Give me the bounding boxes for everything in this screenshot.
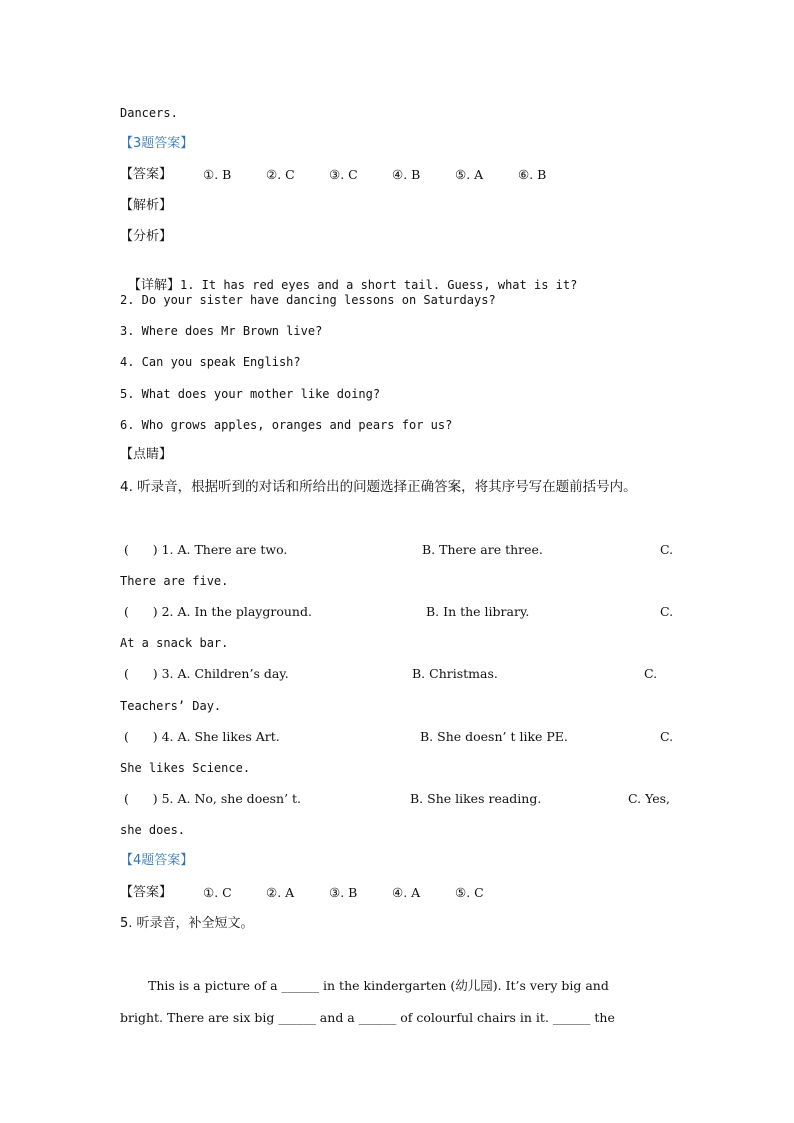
answer-label-4: 【答案】 bbox=[120, 885, 173, 900]
answer-item: ⑤. A bbox=[455, 167, 484, 182]
answer-item: ④. B bbox=[392, 167, 421, 182]
answer-item: ②. A bbox=[266, 885, 295, 900]
answer-item: ③. C bbox=[329, 167, 358, 182]
detail-line bbox=[120, 261, 577, 294]
detail-text: 1. It has red eyes and a short tail. Guess, what is it? bbox=[179, 278, 578, 292]
question-option-a: ( ) 2. A. In the playground. bbox=[124, 604, 312, 619]
question-option-b: B. She doesn’ t like PE. bbox=[420, 729, 568, 744]
answer-item: ①. B bbox=[203, 167, 232, 182]
answer-label-3: 【答案】 bbox=[120, 167, 173, 182]
question-option-b: B. She likes reading. bbox=[410, 791, 542, 806]
question-option-b: B. There are three. bbox=[422, 542, 543, 557]
question-option-c: C. bbox=[644, 666, 658, 681]
question-option-c-text: She likes Science. bbox=[120, 761, 251, 775]
question-option-c-text: Teachers’ Day. bbox=[120, 699, 222, 713]
paragraph-line: bright. There are six big ______ and a ______ of colourful chairs in it. ______ the bbox=[120, 1010, 615, 1025]
question-option-c-text: she does. bbox=[120, 823, 186, 837]
answer-item: ⑤. C bbox=[455, 885, 484, 900]
detail-text: 4. Can you speak English? bbox=[120, 355, 301, 369]
detail-text: 2. Do your sister have dancing lessons on Saturdays? bbox=[120, 293, 496, 307]
answer-heading-3: 【3题答案】 bbox=[120, 136, 194, 151]
paragraph-line: This is a picture of a ______ in the kindergarten (幼儿园). It’s very big and bbox=[148, 978, 609, 993]
answer-item: ⑥. B bbox=[518, 167, 547, 182]
question-option-c: C. bbox=[660, 604, 674, 619]
question-option-b: B. Christmas. bbox=[412, 666, 498, 681]
question-option-a: ( ) 1. A. There are two. bbox=[124, 542, 288, 557]
answer-heading-4: 【4题答案】 bbox=[120, 853, 194, 868]
detail-text: 3. Where does Mr Brown live? bbox=[120, 324, 323, 338]
analysis-label: 【解析】 bbox=[120, 198, 173, 213]
detail-text: 5. What does your mother like doing? bbox=[120, 387, 381, 401]
question-option-b: B. In the library. bbox=[426, 604, 530, 619]
dancers-text: Dancers. bbox=[120, 106, 178, 120]
answer-item: ③. B bbox=[329, 885, 358, 900]
section4-instruction: 4. 听录音，根据听到的对话和所给出的问题选择正确答案，将其序号写在题前括号内。 bbox=[120, 479, 637, 495]
question-option-a: ( ) 4. A. She likes Art. bbox=[124, 729, 280, 744]
question-option-c: C. bbox=[660, 542, 674, 557]
question-option-c-text: There are five. bbox=[120, 574, 229, 588]
fenxi-label: 【分析】 bbox=[120, 229, 173, 244]
detail-label: 【详解】 bbox=[127, 278, 180, 293]
question-option-c: C. Yes, bbox=[628, 791, 671, 806]
question-option-a: ( ) 3. A. Children’s day. bbox=[124, 666, 289, 681]
detail-text: 6. Who grows apples, oranges and pears for us? bbox=[120, 418, 453, 432]
answer-item: ④. A bbox=[392, 885, 421, 900]
dianjing-label: 【点睛】 bbox=[120, 447, 173, 462]
question-option-c-text: At a snack bar. bbox=[120, 636, 229, 650]
section5-instruction: 5. 听录音，补全短文。 bbox=[120, 916, 254, 931]
question-option-a: ( ) 5. A. No, she doesn’ t. bbox=[124, 791, 302, 806]
question-option-c: C. bbox=[660, 729, 674, 744]
answer-item: ②. C bbox=[266, 167, 295, 182]
answer-item: ①. C bbox=[203, 885, 232, 900]
